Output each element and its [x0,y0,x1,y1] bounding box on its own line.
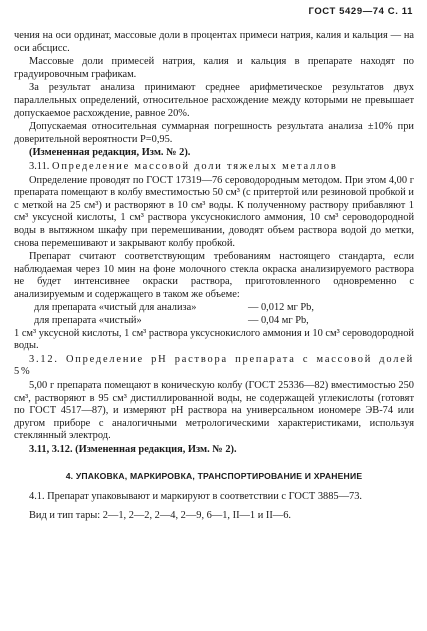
section-heading-3-11 [14,161,414,174]
reference-row-value: — 0,04 мг Pb, [248,315,309,327]
section-heading-4: 4. УПАКОВКА, МАРКИРОВКА, ТРАНСПОРТИРОВАНИЕ И ХРАНЕНИЕ [65,470,363,481]
paragraph-heavy-metals-method: Определение проводят по ГОСТ 17319—76 сероводородным методом. При этом 4,00 г препарата помещают в колбу вместимостью 50 см³ (с притертой или резиновой пробкой и с меткой на 25 см³) и растворяют в 10 см³ воды. К полученному раствору прибавляют 1 см³ уксусной кислоты, 1 см³ раствора уксуснокислого аммония, 10 см³ сероводородной воды в вытяжном шкафу при перемешивании, доводят объем раствора водой до метки, снова перемешивают и закрывают колбу пробкой. [14,174,414,249]
paragraph-container-types: Вид и тип тары: 2—1, 2—2, 2—4, 2—9, 6—1, II—1 и II—6. [29,509,291,521]
reference-row-value: — 0,012 мг Pb, [248,302,314,314]
document-body [14,30,414,523]
paragraph-calibration-axes: чения на оси ординат, массовые доли в процентах примеси натрия, калия и кальция — на оси абсцисс. [14,30,414,54]
paragraph-ph-method: 5,00 г препарата помещают в коническую колбу (ГОСТ 25336—82) вместимостью 250 см³, растворяют в 95 см³ дистиллированной воды, не содержащей углекислоты (готовят по ГОСТ 4517—87), и измеряют pH раствора на универсальном иономере ЭВ-74 или другом приборе с аналогичными метрологическими характеристиками, используя стеклянный электрод. [14,380,414,442]
reference-row-label: для препарата «чистый для анализа» [34,302,197,314]
section-title-heavy-metals: Определение массовой доли тяжелых металлов [52,160,338,172]
paragraph-result-definition: За результат анализа принимают среднее арифметическое результатов двух параллельных определений, относительное расхождение между которыми не превышает допускаемое расхождение, равное 20%. [14,82,414,119]
paragraph-packaging: 4.1. Препарат упаковывают и маркируют в соответствии с ГОСТ 3885—73. [29,491,362,503]
section-number-3-11: 3.11. [29,160,50,172]
paragraph-compliance-criteria: Препарат считают соответствующим требованиям настоящего стандарта, если наблюдаемая через 10 мин на фоне молочного стекла окраска анализируемого раствора не будет интенсивнее окраски раствора, приготовленного одновременно с анализируемым и содержащего в таком же объеме: [14,251,414,300]
reference-row-pure [14,315,414,328]
reference-row-analytical [14,302,414,315]
paragraph-reagents-list: 1 см³ уксусной кислоты, 1 см³ раствора уксуснокислого аммония и 10 см³ сероводородной воды. [14,327,414,352]
reference-row-label: для препарата «чистый» [34,315,142,327]
amendment-note-2: 3.11, 3.12. (Измененная редакция, Изм. № 2). [29,444,237,455]
running-header: ГОСТ 5429—74 С. 11 [308,6,413,17]
paragraph-error-tolerance: Допускаемая относительная суммарная погрешность результата анализа ±10% при доверительной вероятности P=0,95. [14,121,414,145]
paragraph-calibration-graphs: Массовые доли примесей натрия, калия и кальция в препарате находят по градуировочным графикам. [14,56,414,80]
section-heading-3-12: 3.12. Определение pH раствора препарата с массовой долей 5% [14,353,414,378]
amendment-note-1: (Измененная редакция, Изм. № 2). [29,147,191,159]
